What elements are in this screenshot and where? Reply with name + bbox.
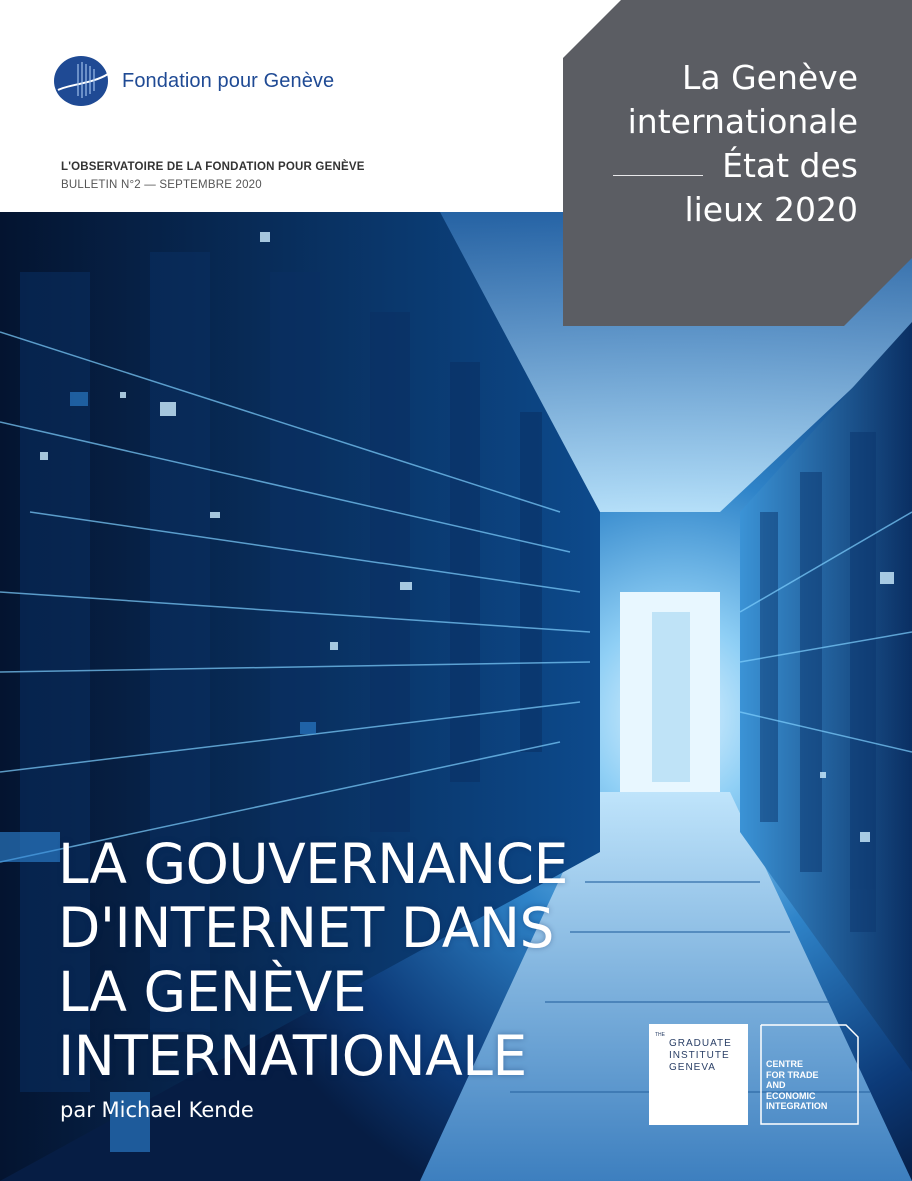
report-title-line: INTERNATIONALE <box>58 1024 527 1088</box>
bulletin-label: BULLETIN N°2 — SEPTEMBRE 2020 <box>61 179 262 191</box>
foundation-name: Fondation pour Genève <box>122 69 335 92</box>
series-title-line: internationale <box>627 102 858 141</box>
series-title-line: lieux 2020 <box>684 190 858 229</box>
ctei-line: FOR TRADE <box>766 1069 819 1080</box>
report-title-line: LA GENÈVE <box>58 960 367 1024</box>
graduate-institute-logo <box>649 1024 748 1125</box>
graduate-institute-line: GRADUATE <box>669 1038 732 1049</box>
report-author: par Michael Kende <box>60 1098 254 1122</box>
series-title-line: État des <box>722 146 858 185</box>
series-title <box>628 56 858 232</box>
ctei-line: CENTRE <box>766 1059 804 1069</box>
observatory-label: L'OBSERVATOIRE DE LA FONDATION POUR GENÈVE <box>61 161 365 173</box>
foundation-logo <box>52 54 334 108</box>
foundation-emblem-icon <box>52 54 110 108</box>
report-title-line: LA GOUVERNANCE <box>58 832 568 896</box>
series-title-line: La Genève <box>681 58 858 97</box>
ctei-logo <box>760 1024 859 1125</box>
graduate-institute-line: GENEVA <box>669 1062 716 1073</box>
graduate-institute-line: INSTITUTE <box>669 1050 730 1061</box>
graduate-institute-prefix: THE <box>655 1032 665 1038</box>
ctei-line: INTEGRATION <box>766 1101 828 1111</box>
series-title-box <box>563 0 912 326</box>
report-title-line: D'INTERNET DANS <box>58 896 554 960</box>
report-title <box>58 832 568 1088</box>
ctei-line: ECONOMIC <box>766 1090 816 1101</box>
ctei-line: AND <box>766 1080 786 1090</box>
